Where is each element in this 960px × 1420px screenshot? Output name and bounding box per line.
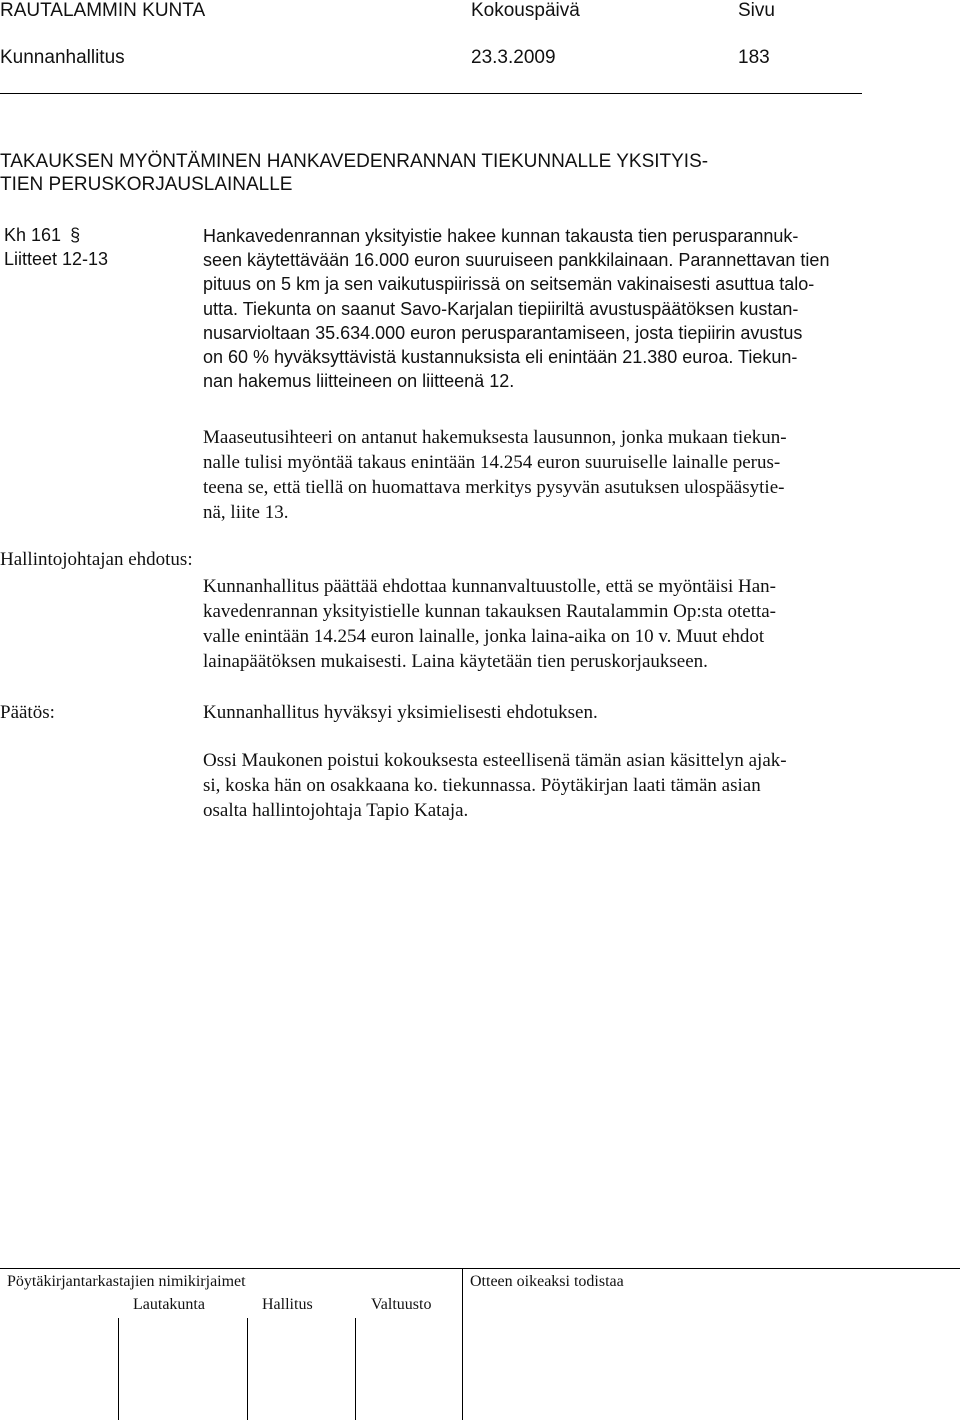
paragraph-line: kavedenrannan yksityistielle kunnan takauksen Rautalammin Op:sta otetta- [203,601,777,622]
paragraph-line: nalle tulisi myöntää takaus enintään 14.254 euron suuruiselle lainalle perus- [203,452,781,473]
paragraph-line: Kunnanhallitus päättää ehdottaa kunnanvaltuustolle, että se myöntäisi Han- [203,576,777,597]
signature-box-left-2 [247,1318,248,1420]
footer-body-lautakunta: Lautakunta [133,1296,205,1313]
footer-body-valtuusto: Valtuusto [371,1296,432,1313]
footer-divider [462,1268,463,1420]
proposal-paragraph [203,574,776,674]
decision-text: Kunnanhallitus hyväksyi yksimielisesti ehdotuksen. [203,702,598,723]
paragraph-line: si, koska hän on osakkaana ko. tiekunnassa. Pöytäkirjan laati tämän asian [203,775,761,796]
signature-box-left-1 [118,1318,119,1420]
item-number [4,224,80,246]
paragraph-line: Hankavedenrannan yksityistie hakee kunnan takausta tien perusparannuk- [203,226,799,246]
paragraph-line: pituus on 5 km ja sen vaikutuspiirissä on seitsemän vakinaisesti asuttua talo- [203,274,815,295]
governing-body: Kunnanhallitus [0,47,125,68]
certified-copy-label: Otteen oikeaksi todistaa [470,1273,624,1290]
footer-rule [0,1268,960,1269]
title-line: TAKAUKSEN MYÖNTÄMINEN HANKAVEDENRANNAN TIEKUNNALLE YKSITYIS- [0,151,709,172]
page-label: Sivu [738,0,775,21]
section-sign: § [70,225,81,245]
paragraph-line: nan hakemus liitteineen on liitteenä 12. [203,371,515,392]
decision-label: Päätös: [0,702,55,723]
proposal-label: Hallintojohtajan ehdotus: [0,549,193,570]
paragraph-line: lainapäätöksen mukaisesti. Laina käytetään tien peruskorjaukseen. [203,651,708,672]
meeting-date: 23.3.2009 [471,47,556,68]
paragraph-line: nä, liite 13. [203,502,289,523]
paragraph-line: on 60 % hyväksyttävistä kustannuksista eli enintään 21.380 euroa. Tiekun- [203,347,798,368]
meeting-date-label: Kokouspäivä [471,0,580,21]
statement-paragraph [203,425,787,525]
initials-label: Pöytäkirjantarkastajien nimikirjaimet [7,1273,246,1290]
paragraph-line: utta. Tiekunta on saanut Savo-Karjalan tiepiiriltä avustuspäätöksen kustan- [203,298,799,319]
page-number: 183 [738,47,770,68]
signature-box-left-3 [355,1318,356,1420]
attachments-label: Liitteet 12-13 [4,249,109,269]
paragraph-line: teena se, että tiellä on huomattava merkitys pysyvän asutuksen ulospääsytie- [203,477,785,498]
decision-note [203,748,787,823]
footer-body-hallitus: Hallitus [262,1296,313,1313]
paragraph-line: osalta hallintojohtaja Tapio Kataja. [203,800,469,821]
item-number-text: Kh 161 [4,225,62,245]
document-title [0,150,708,196]
paragraph-line: valle enintään 14.254 euron lainalle, jonka laina-aika on 10 v. Muut ehdot [203,626,765,647]
paragraph-line: seen käytettävään 16.000 euron suuruiseen pankkilainaan. Parannettavan tien [203,250,830,271]
paragraph-line: nusarvioltaan 35.634.000 euron perusparantamiseen, josta tiepiirin avustus [203,322,803,343]
municipality-name: RAUTALAMMIN KUNTA [0,0,206,21]
header-rule [0,93,862,94]
paragraph-line: Ossi Maukonen poistui kokouksesta esteellisenä tämän asian käsittelyn ajak- [203,750,787,771]
background-paragraph [203,224,829,393]
title-line: TIEN PERUSKORJAUSLAINALLE [0,174,293,195]
paragraph-line: Maaseutusihteeri on antanut hakemuksesta lausunnon, jonka mukaan tiekun- [203,427,787,448]
